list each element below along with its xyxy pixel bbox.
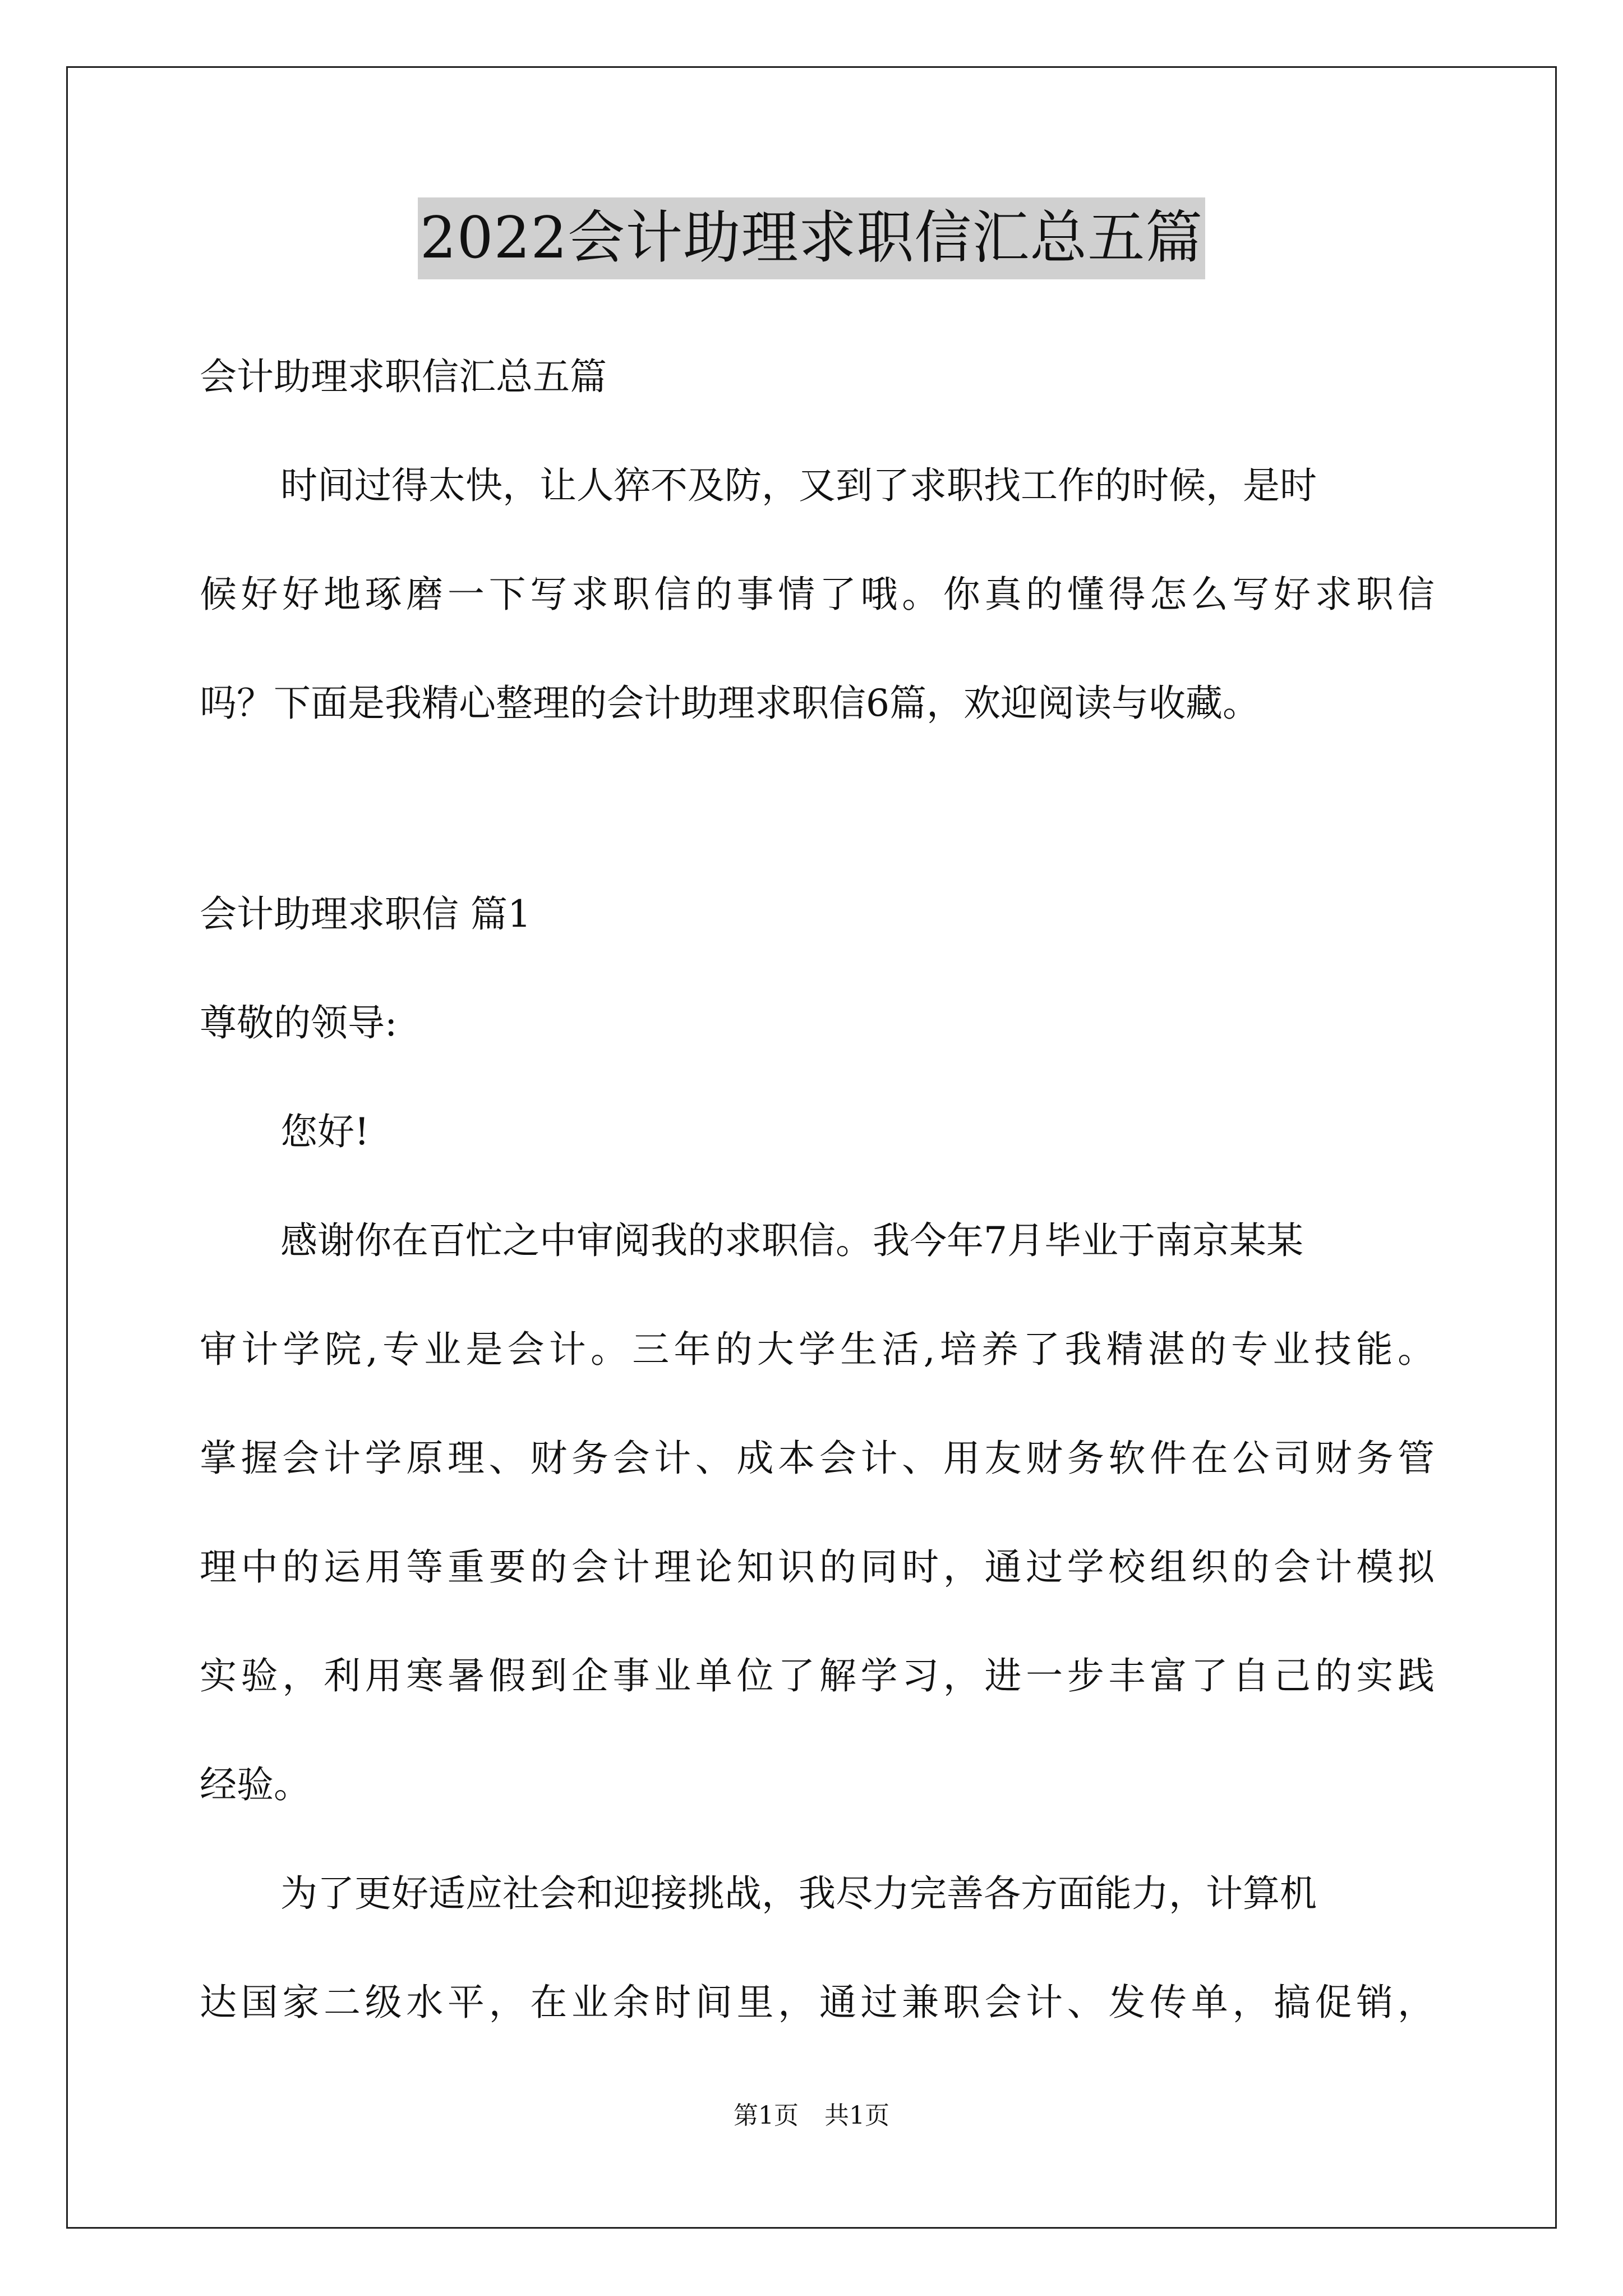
paragraph1-line-4: 理中的运用等重要的会计理论知识的同时，通过学校组织的会计模拟 xyxy=(200,1545,1435,1589)
intro-line-1: 时间过得太快，让人猝不及防，又到了求职找工作的时候，是时 xyxy=(280,464,1317,507)
document-title: 2022会计助理求职信汇总五篇 xyxy=(418,197,1206,279)
paragraph2-line-1: 为了更好适应社会和迎接挑战，我尽力完善各方面能力，计算机 xyxy=(280,1872,1317,1915)
greeting: 您好! xyxy=(280,1110,370,1153)
paragraph1-line-5: 实验，利用寒暑假到企事业单位了解学习，进一步丰富了自己的实践 xyxy=(200,1654,1435,1697)
paragraph1-line-3: 掌握会计学原理、财务会计、成本会计、用友财务软件在公司财务管 xyxy=(200,1437,1435,1480)
section-heading: 会计助理求职信 篇1 xyxy=(200,892,531,936)
paragraph1-line-1: 感谢你在百忙之中审阅我的求职信。我今年7月毕业于南京某某 xyxy=(280,1219,1303,1262)
intro-line-3: 吗？下面是我精心整理的会计助理求职信6篇，欢迎阅读与收藏。 xyxy=(200,682,1260,725)
paragraph2-line-2: 达国家二级水平，在业余时间里，通过兼职会计、发传单，搞促销， xyxy=(200,1981,1435,2024)
title-container xyxy=(0,197,1623,279)
paragraph1-line-2: 审计学院,专业是会计。三年的大学生活,培养了我精湛的专业技能。 xyxy=(200,1328,1435,1371)
intro-line-2: 候好好地琢磨一下写求职信的事情了哦。你真的懂得怎么写好求职信 xyxy=(200,573,1435,616)
paragraph1-line-6: 经验。 xyxy=(200,1763,311,1806)
document-subtitle: 会计助理求职信汇总五篇 xyxy=(200,355,607,398)
page-number-total: 共1页 xyxy=(824,2101,889,2130)
page-number-current: 第1页 xyxy=(734,2101,799,2130)
page-footer xyxy=(0,2099,1623,2133)
salutation: 尊敬的领导: xyxy=(200,1001,398,1045)
